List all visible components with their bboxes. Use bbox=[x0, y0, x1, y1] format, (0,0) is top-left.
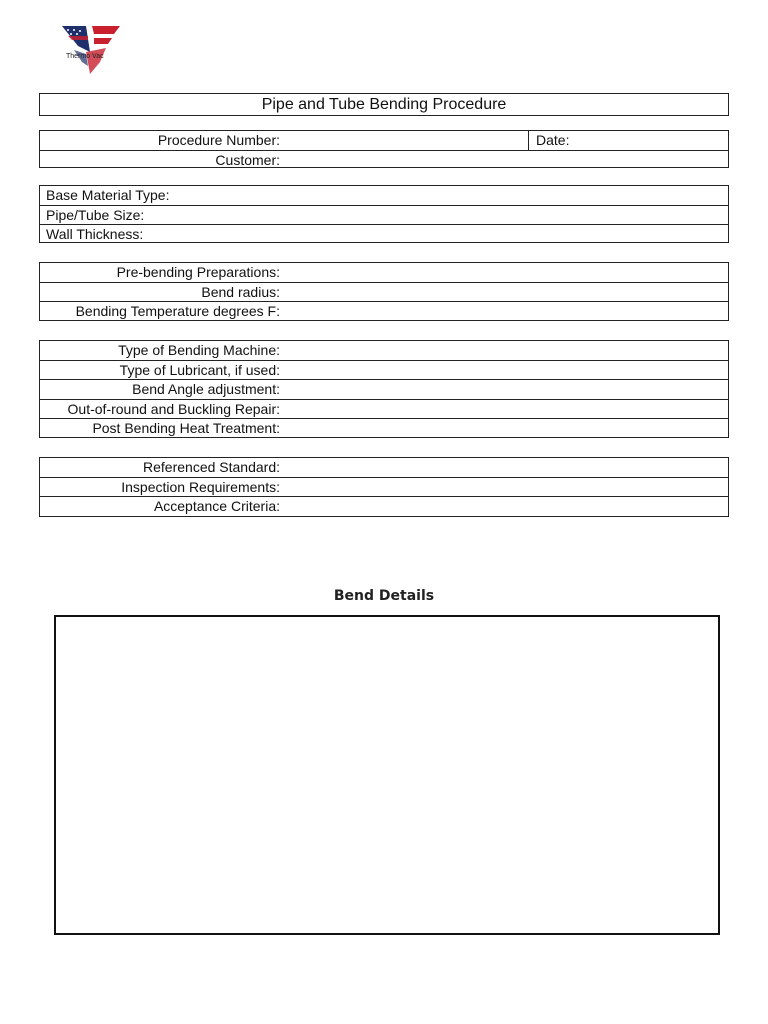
pipe-size-label: Pipe/Tube Size: bbox=[46, 206, 145, 223]
referenced-standard-label: Referenced Standard: bbox=[143, 459, 280, 475]
material-row bbox=[40, 206, 728, 226]
bending-machine-label: Type of Bending Machine: bbox=[118, 342, 280, 358]
material-row bbox=[40, 225, 728, 245]
prebending-section bbox=[39, 262, 729, 321]
procedure-number-row bbox=[40, 131, 728, 151]
prebending-preparations-label: Pre-bending Preparations: bbox=[116, 264, 280, 280]
materials-section bbox=[39, 185, 729, 243]
thermo-vac-logo bbox=[56, 22, 124, 78]
machine-row bbox=[40, 341, 728, 361]
machine-row bbox=[40, 361, 728, 381]
procedure-number-label: Procedure Number: bbox=[157, 132, 280, 148]
bending-temperature-label: Bending Temperature degrees F: bbox=[75, 303, 280, 319]
prebending-row bbox=[40, 283, 728, 303]
inspection-requirements-label: Inspection Requirements: bbox=[121, 478, 280, 495]
bend-angle-label: Bend Angle adjustment: bbox=[132, 381, 280, 397]
date-label: Date: bbox=[536, 132, 570, 148]
inspection-row bbox=[40, 478, 728, 498]
date-divider bbox=[528, 131, 529, 150]
machine-row bbox=[40, 400, 728, 420]
header-section bbox=[39, 130, 729, 168]
logo-text: Thermo Vac bbox=[66, 53, 104, 60]
bend-radius-label: Bend radius: bbox=[201, 283, 280, 300]
bend-details-box bbox=[54, 615, 720, 935]
heat-treatment-label: Post Bending Heat Treatment: bbox=[92, 420, 280, 436]
customer-label: Customer: bbox=[215, 151, 280, 168]
inspection-row bbox=[40, 497, 728, 517]
machine-row bbox=[40, 419, 728, 439]
bend-details-title: Bend Details bbox=[333, 588, 435, 604]
machine-section bbox=[39, 340, 729, 438]
machine-row bbox=[40, 380, 728, 400]
document-title: Pipe and Tube Bending Procedure bbox=[39, 93, 729, 116]
inspection-row bbox=[40, 458, 728, 478]
prebending-row bbox=[40, 302, 728, 322]
buckling-repair-label: Out-of-round and Buckling Repair: bbox=[67, 400, 280, 417]
material-row bbox=[40, 186, 728, 206]
inspection-section bbox=[39, 457, 729, 517]
lubricant-label: Type of Lubricant, if used: bbox=[119, 361, 280, 378]
wall-thickness-label: Wall Thickness: bbox=[46, 226, 144, 242]
customer-row bbox=[40, 151, 728, 171]
prebending-row bbox=[40, 263, 728, 283]
acceptance-criteria-label: Acceptance Criteria: bbox=[153, 498, 280, 514]
base-material-label: Base Material Type: bbox=[46, 187, 170, 203]
